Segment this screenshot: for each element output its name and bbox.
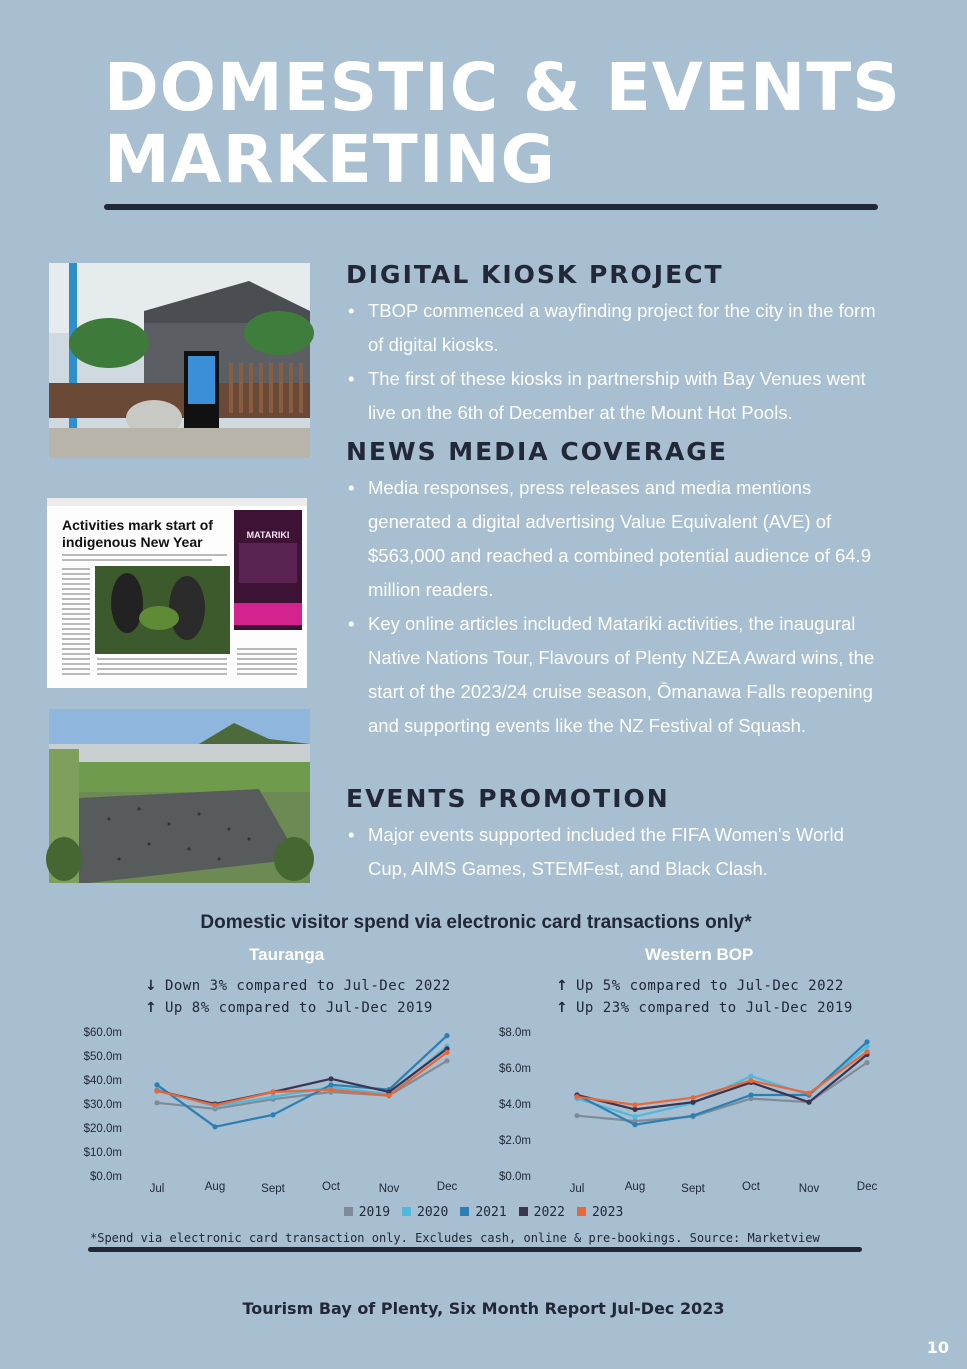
data-point-2023 <box>574 1094 579 1099</box>
chart-section-title: Domestic visitor spend via electronic card transactions only* <box>200 912 752 933</box>
data-point-2023 <box>748 1078 753 1083</box>
data-point-2023 <box>864 1049 869 1054</box>
data-point-2022 <box>690 1100 695 1105</box>
stat-text: Up 23% compared to Jul-Dec 2019 <box>576 1000 853 1016</box>
chart-legend <box>0 1205 967 1220</box>
data-point-2022 <box>632 1107 637 1112</box>
bullet-item: • Key online articles included Matariki activities, the inaugural Native Nations Tour, Flavours of Plenty NZEA Award wins, the start of the 2023/24 cruise season, Ōmanawa Falls reopening and supporting events like the NZ Festival of Squash. <box>346 607 886 743</box>
legend-item-2021 <box>460 1205 506 1220</box>
data-point-2020 <box>748 1074 753 1079</box>
legend-item-2023 <box>577 1205 623 1220</box>
report-footer: Tourism Bay of Plenty, Six Month Report Jul-Dec 2023 <box>242 1299 725 1318</box>
data-point-2021 <box>748 1092 753 1097</box>
wbop-stat-2 <box>556 1000 853 1016</box>
legend-label: 2023 <box>591 1205 624 1220</box>
data-point-2023 <box>386 1093 391 1098</box>
data-point-2023 <box>632 1102 637 1107</box>
legend-item-2022 <box>519 1205 565 1220</box>
data-point-2021 <box>690 1113 695 1118</box>
legend-label: 2019 <box>358 1205 391 1220</box>
legend-swatch <box>344 1207 353 1216</box>
data-point-2021 <box>444 1033 449 1038</box>
y-tick-label: $6.0m <box>499 1063 531 1075</box>
series-line-2023 <box>577 1052 867 1105</box>
y-tick-label: $10.0m <box>83 1147 122 1159</box>
data-point-2021 <box>154 1082 159 1087</box>
arrow-up-icon: ↑ <box>145 1000 158 1016</box>
y-tick-label: $40.0m <box>83 1075 122 1087</box>
x-tick-label: Dec <box>436 1181 458 1193</box>
section-heading: NEWS MEDIA COVERAGE <box>346 437 728 466</box>
section-digital-kiosk <box>346 260 886 430</box>
digital-kiosk-photo <box>49 263 310 458</box>
y-tick-label: $8.0m <box>499 1027 531 1039</box>
legend-label: 2021 <box>475 1205 507 1220</box>
x-tick-label: Aug <box>204 1181 226 1193</box>
legend-swatch <box>402 1207 411 1216</box>
x-tick-label: Jul <box>149 1183 165 1195</box>
newspaper-headline-line1: Activities mark start of <box>62 517 213 533</box>
bullet-item: • The first of these kiosks in partnership with Bay Venues went live on the 6th of December at the Mount Hot Pools. <box>346 362 886 430</box>
data-point-2023 <box>328 1087 333 1092</box>
stat-text: Up 8% compared to Jul-Dec 2019 <box>165 1000 433 1016</box>
tauranga-line-chart <box>70 1020 460 1200</box>
data-point-2019 <box>154 1100 159 1105</box>
page-title-line1: DOMESTIC & EVENTS <box>104 49 901 126</box>
legend-swatch <box>460 1207 469 1216</box>
y-tick-label: $60.0m <box>83 1027 122 1039</box>
section-heading: DIGITAL KIOSK PROJECT <box>346 260 724 289</box>
newspaper-clipping <box>47 498 307 688</box>
data-point-2020 <box>270 1094 275 1099</box>
y-tick-label: $20.0m <box>83 1123 122 1135</box>
y-tick-label: $4.0m <box>499 1099 531 1111</box>
western-bop-line-chart <box>485 1020 878 1200</box>
data-point-2023 <box>806 1091 811 1096</box>
data-point-2022 <box>328 1076 333 1081</box>
data-point-2023 <box>444 1050 449 1055</box>
legend-label: 2022 <box>533 1205 565 1220</box>
x-tick-label: Sept <box>261 1183 285 1195</box>
section-news-media <box>346 437 886 743</box>
data-point-2023 <box>154 1088 159 1093</box>
data-point-2021 <box>632 1122 637 1127</box>
y-tick-label: $50.0m <box>83 1051 122 1063</box>
data-point-2021 <box>270 1112 275 1117</box>
data-point-2023 <box>270 1089 275 1094</box>
legend-label: 2020 <box>417 1205 449 1220</box>
footer-divider <box>88 1247 862 1252</box>
x-tick-label: Oct <box>322 1181 340 1193</box>
newspaper-headline-line2: indigenous New Year <box>62 534 203 550</box>
x-tick-label: Jul <box>569 1183 585 1195</box>
matariki-ad-label: MATARIKI <box>246 530 290 540</box>
data-point-2022 <box>806 1100 811 1105</box>
arrow-up-icon: ↑ <box>556 978 569 994</box>
legend-swatch <box>577 1207 586 1216</box>
x-tick-label: Nov <box>378 1183 400 1195</box>
section-events-promotion <box>346 784 886 886</box>
page-title <box>104 49 901 198</box>
x-tick-label: Sept <box>681 1183 705 1195</box>
tauranga-label: Tauranga <box>249 945 325 964</box>
chart-footnote: *Spend via electronic card transaction only. Excludes cash, online & pre-bookings. Source: Marketview <box>90 1231 820 1245</box>
data-point-2023 <box>690 1095 695 1100</box>
data-point-2019 <box>864 1060 869 1065</box>
legend-item-2019 <box>344 1205 390 1220</box>
tauranga-stat-2 <box>145 1000 433 1016</box>
x-tick-label: Aug <box>624 1181 646 1193</box>
page-title-line2: MARKETING <box>104 121 556 198</box>
bullet-item: • Media responses, press releases and media mentions generated a digital advertising Value Equivalent (AVE) of $563,000 and reached a combined potential audience of 64.9 million readers. <box>346 471 886 607</box>
arrow-down-icon: ↓ <box>145 978 158 994</box>
data-point-2019 <box>444 1058 449 1063</box>
x-tick-label: Oct <box>742 1181 760 1193</box>
data-point-2019 <box>574 1113 579 1118</box>
x-tick-label: Nov <box>798 1183 820 1195</box>
x-tick-label: Dec <box>856 1181 878 1193</box>
wbop-stat-1 <box>556 978 844 994</box>
western-bop-label: Western BOP <box>645 945 754 964</box>
legend-swatch <box>519 1207 528 1216</box>
bullet-item: • TBOP commenced a wayfinding project for the city in the form of digital kiosks. <box>346 294 886 362</box>
data-point-2021 <box>864 1039 869 1044</box>
y-tick-label: $0.0m <box>90 1171 122 1183</box>
data-point-2023 <box>212 1103 217 1108</box>
data-point-2021 <box>328 1082 333 1087</box>
stat-text: Up 5% compared to Jul-Dec 2022 <box>576 978 844 994</box>
legend-item-2020 <box>402 1205 448 1220</box>
y-tick-label: $0.0m <box>499 1171 531 1183</box>
bullet-item: • Major events supported included the FIFA Women's World Cup, AIMS Games, STEMFest, and Black Clash. <box>346 818 886 886</box>
title-divider <box>104 204 878 210</box>
y-tick-label: $2.0m <box>499 1135 531 1147</box>
aerial-event-photo <box>49 709 310 883</box>
section-heading: EVENTS PROMOTION <box>346 784 670 813</box>
series-line-2023 <box>157 1052 447 1105</box>
y-tick-label: $30.0m <box>83 1099 122 1111</box>
tauranga-stat-1 <box>145 978 451 994</box>
page-number: 10 <box>926 1338 949 1357</box>
data-point-2021 <box>212 1124 217 1129</box>
stat-text: Down 3% compared to Jul-Dec 2022 <box>165 978 451 994</box>
data-point-2020 <box>632 1114 637 1119</box>
arrow-up-icon: ↑ <box>556 1000 569 1016</box>
